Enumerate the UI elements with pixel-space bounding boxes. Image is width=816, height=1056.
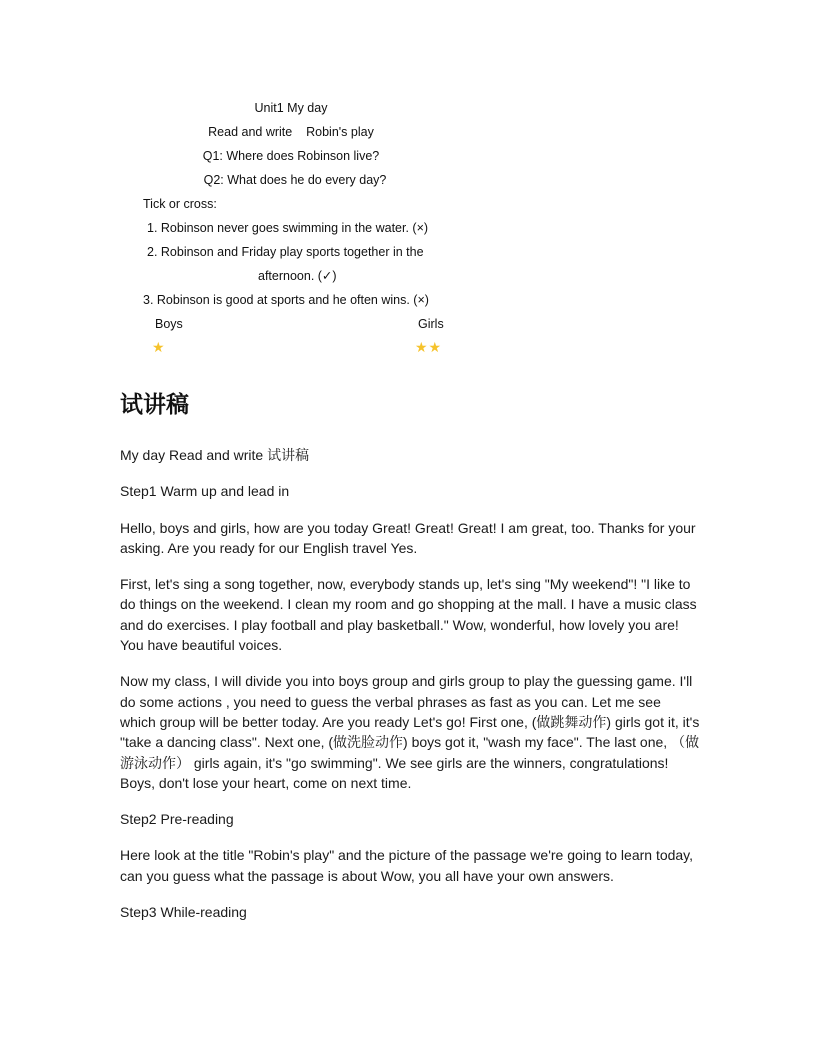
paragraph-guessing-game: Now my class, I will divide you into boys group and girls group to play the guessing game. I'll do some actions , you need to guess the verbal phrases as fast as you can. Let me see which group will be better today. Are you ready Let's go! First one, (做跳舞动作) girls got it, it's "take a dancing class". Next one, (做洗脸动作) boys got it, "wash my face". The last one, （做游泳动作） girls again, it's "go swimming". We see girls are the winners, congratulations! Boys, don't lose your heart, come on next time.: [120, 673, 700, 791]
board-item-2-cont: afternoon. (✓): [258, 269, 337, 283]
board-question-2: Q2: What does he do every day?: [203, 173, 387, 187]
paragraph-pre-reading: Here look at the title "Robin's play" and the picture of the passage we're going to learn today, can you guess what the passage is about Wow, you all have your own answers.: [120, 847, 694, 884]
boys-label: Boys: [155, 317, 183, 331]
paragraph-step3: Step3 While-reading: [120, 904, 247, 921]
girls-star-icon: ★★: [415, 339, 443, 355]
boys-star-icon: ★: [152, 339, 166, 355]
board-subtitle: Read and write Robin's play: [208, 125, 374, 139]
board-title: Unit1 My day: [254, 101, 328, 115]
board-item-3: 3. Robinson is good at sports and he often wins. (×): [143, 293, 429, 307]
paragraph-greeting: Hello, boys and girls, how are you today Great! Great! Great! I am great, too. Thanks for your asking. Are you ready for our English travel Yes.: [120, 519, 696, 556]
blackboard-notes: [0, 0, 816, 370]
paragraph-doc-title: My day Read and write 试讲稿: [120, 447, 310, 463]
paragraph-song: First, let's sing a song together, now, everybody stands up, let's sing "My weekend"! "I like to do things on the weekend. I clean my room and go shopping at the mall. I have a music class and do exercises. I play football and play basketball." Wow, wonderful, how lovely you are! You have beautiful voices.: [120, 576, 697, 654]
paragraph-step1: Step1 Warm up and lead in: [120, 483, 290, 500]
girls-label: Girls: [418, 317, 444, 331]
document-body: [120, 445, 700, 938]
board-item-2: 2. Robinson and Friday play sports together in the: [147, 245, 424, 259]
document-heading: 试讲稿: [120, 392, 189, 418]
board-question-1: Q1: Where does Robinson live?: [202, 149, 380, 163]
paragraph-step2: Step2 Pre-reading: [120, 811, 234, 828]
board-tick-label: Tick or cross:: [143, 197, 217, 211]
board-item-1: 1. Robinson never goes swimming in the water. (×): [147, 221, 429, 235]
